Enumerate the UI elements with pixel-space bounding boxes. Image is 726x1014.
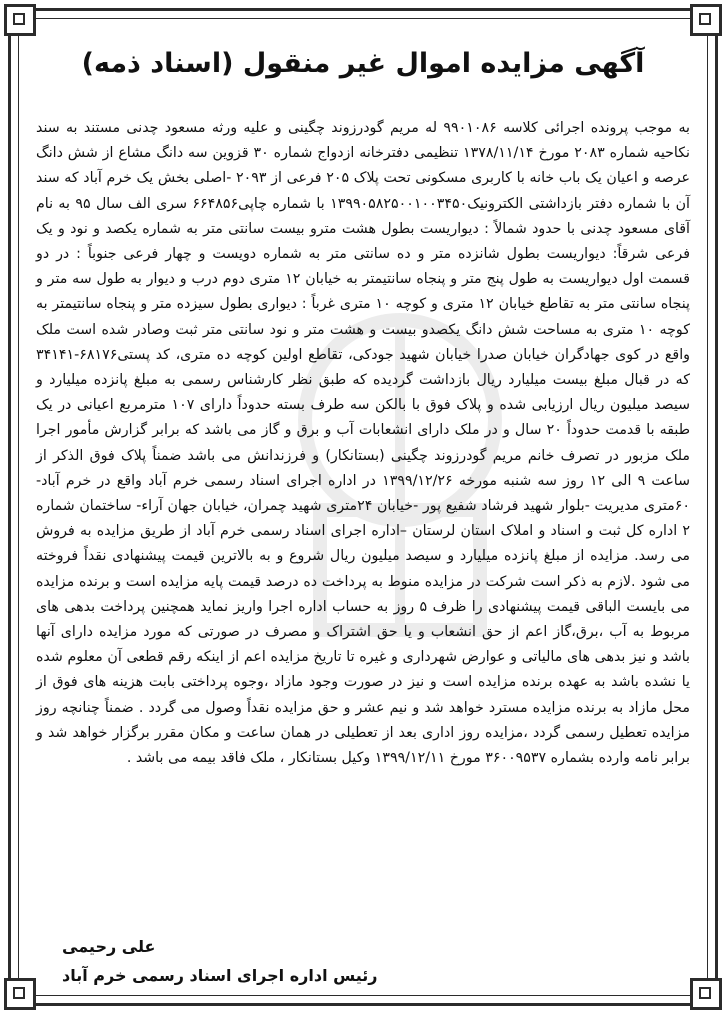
signer-name: علی رحیمی — [62, 937, 156, 956]
signer-title: رئیس اداره اجرای اسناد رسمی خرم آباد — [62, 966, 378, 985]
corner-ornament-top-left — [4, 4, 36, 36]
notice-title: آگهی مزایده اموال غیر منقول (اسناد ذمه) — [81, 48, 645, 79]
corner-ornament-top-right — [690, 4, 722, 36]
corner-ornament-bottom-right — [690, 978, 722, 1010]
corner-ornament-bottom-left — [4, 978, 36, 1010]
notice-body: به موجب پرونده اجرائی کلاسه ۹۹۰۱۰۸۶ له مریم گودرزوند چگینی و علیه ورثه مسعود چدنی مستند به سند نکاحیه شماره ۲۰۸۳ مورخ ۱۳۷۸/۱۱/۱۴ تنظیمی دفترخانه ازدواج شماره ۳۰ قزوین سه دانگ مشاع از شش دانگ عرصه و اعیان یک باب خانه با کاربری مسکونی تحت پلاک ۲۰۵ فرعی از ۲۰۹۳ -اصلی بخش یک خرم آباد که سند آن با شماره دفتر بازداشتی الکترونیک۱۳۹۹۰۵۸۲۵۰۰۱۰۰۳۴۵۰ با شماره چاپی۶۶۴۸۵۶ سری الف سال ۹۵ به نام آقای مسعود چدنی با حدود شمالاً : دیواریست بطول هشت مترو بیست سانتی متر به شماره یکصد و نود و یک فرعی شرقاً: دیواریست بطول شانزده متر و ده سانتی متر به شماره دویست و چهار فرعی جنوباً : در دو قسمت اول دیواریست به طول پنج متر و پنجاه سانتیمتر به خیابان ۱۲ متری دوم درب و دیوار به طول سه متر و پنجاه سانتی متر به تقاطع خیابان ۱۲ متری و کوچه ۱۰ متری غرباً : دیواری بطول سیزده متر و پنجاه سانتیمتر به کوچه ۱۰ متری به مساحت شش دانگ یکصدو بیست و هشت متر و نود سانتی متر ثبت وصادر شده است ملک واقع در کوی جهادگران خیابان صدرا خیابان شهید جودکی، تقاطع اولین کوچه ده متری، کد پستی۶۸۱۷۶-۳۴۱۴۱ که در قبال مبلغ بیست میلیارد ریال بازداشت گردیده که طبق نظر کارشناس رسمی به مبلغ پانزده میلیارد و سیصد میلیون ریال ارزیابی شده و پلاک فوق با بالکن سه طرف بسته حدوداً دارای ۱۰۷ مترمربع اعیانی در یک طبقه با قدمت حدوداً ۲۰ سال و در ملک دارای انشعابات آب و برق و گاز می باشد که برابر گزارش مأمور اجرا ملک مزبور در تصرف خانم مریم گودرزوند چگینی (بستانکار) و فرزندانش می باشد ضمناً پلاک فوق الذکر از ساعت ۹ الی ۱۲ روز سه شنبه مورخه ۱۳۹۹/۱۲/۲۶ در اداره اجرای اسناد رسمی خرم آباد واقع در خرم آباد- ۶۰متری مدیریت -بلوار شهید فرشاد شفیع پور -خیابان ۲۴متری شهید چمران، خیابان جهان آراء- ساختمان شماره ۲ اداره کل ثبت و اسناد و املاک استان لرستان –اداره اجرای اسناد رسمی خرم آباد از طریق مزایده به فروش می رسد. مزایده از مبلغ پانزده میلیارد و سیصد میلیون ریال شروع و به بالاترین قیمت پیشنهادی نقداً فروخته می شود .لازم به ذکر است شرکت در مزایده منوط به پرداخت ده درصد قیمت پایه مزایده است و برنده مزایده می بایست الباقی قیمت پیشنهادی را ظرف ۵ روز به حساب اداره اجرا واریز نماید همچنین پرداخت بدهی های مربوط به آب ،برق،گاز اعم از حق انشعاب و یا حق اشتراک و مصرف در صورتی که مورد مزایده دارای آنها باشد و نیز بدهی های مالیاتی و عوارض شهرداری و غیره تا تاریخ مزایده اعم از اینکه رقم قطعی آن معلوم شده یا نشده باشد به عهده برنده مزایده است و نیز در صورت وجود مازاد ،وجوه پرداختی بابت هزینه های فوق از محل مازاد به برنده مزایده مسترد خواهد شد و نیم عشر و حق مزایده نقداً وصول می گردد . ضمناً چنانچه روز مزایده تعطیل رسمی گردد ،مزایده روز اداری بعد از تعطیلی در همان ساعت و مکان مقرر برگزار خواهد شد و برابر نامه وارده بشماره ۳۶۰۰۹۵۳۷ مورخ ۱۳۹۹/۱۲/۱۱ وکیل بستانکار ، ملک فاقد بیمه می باشد . — [36, 120, 691, 767]
